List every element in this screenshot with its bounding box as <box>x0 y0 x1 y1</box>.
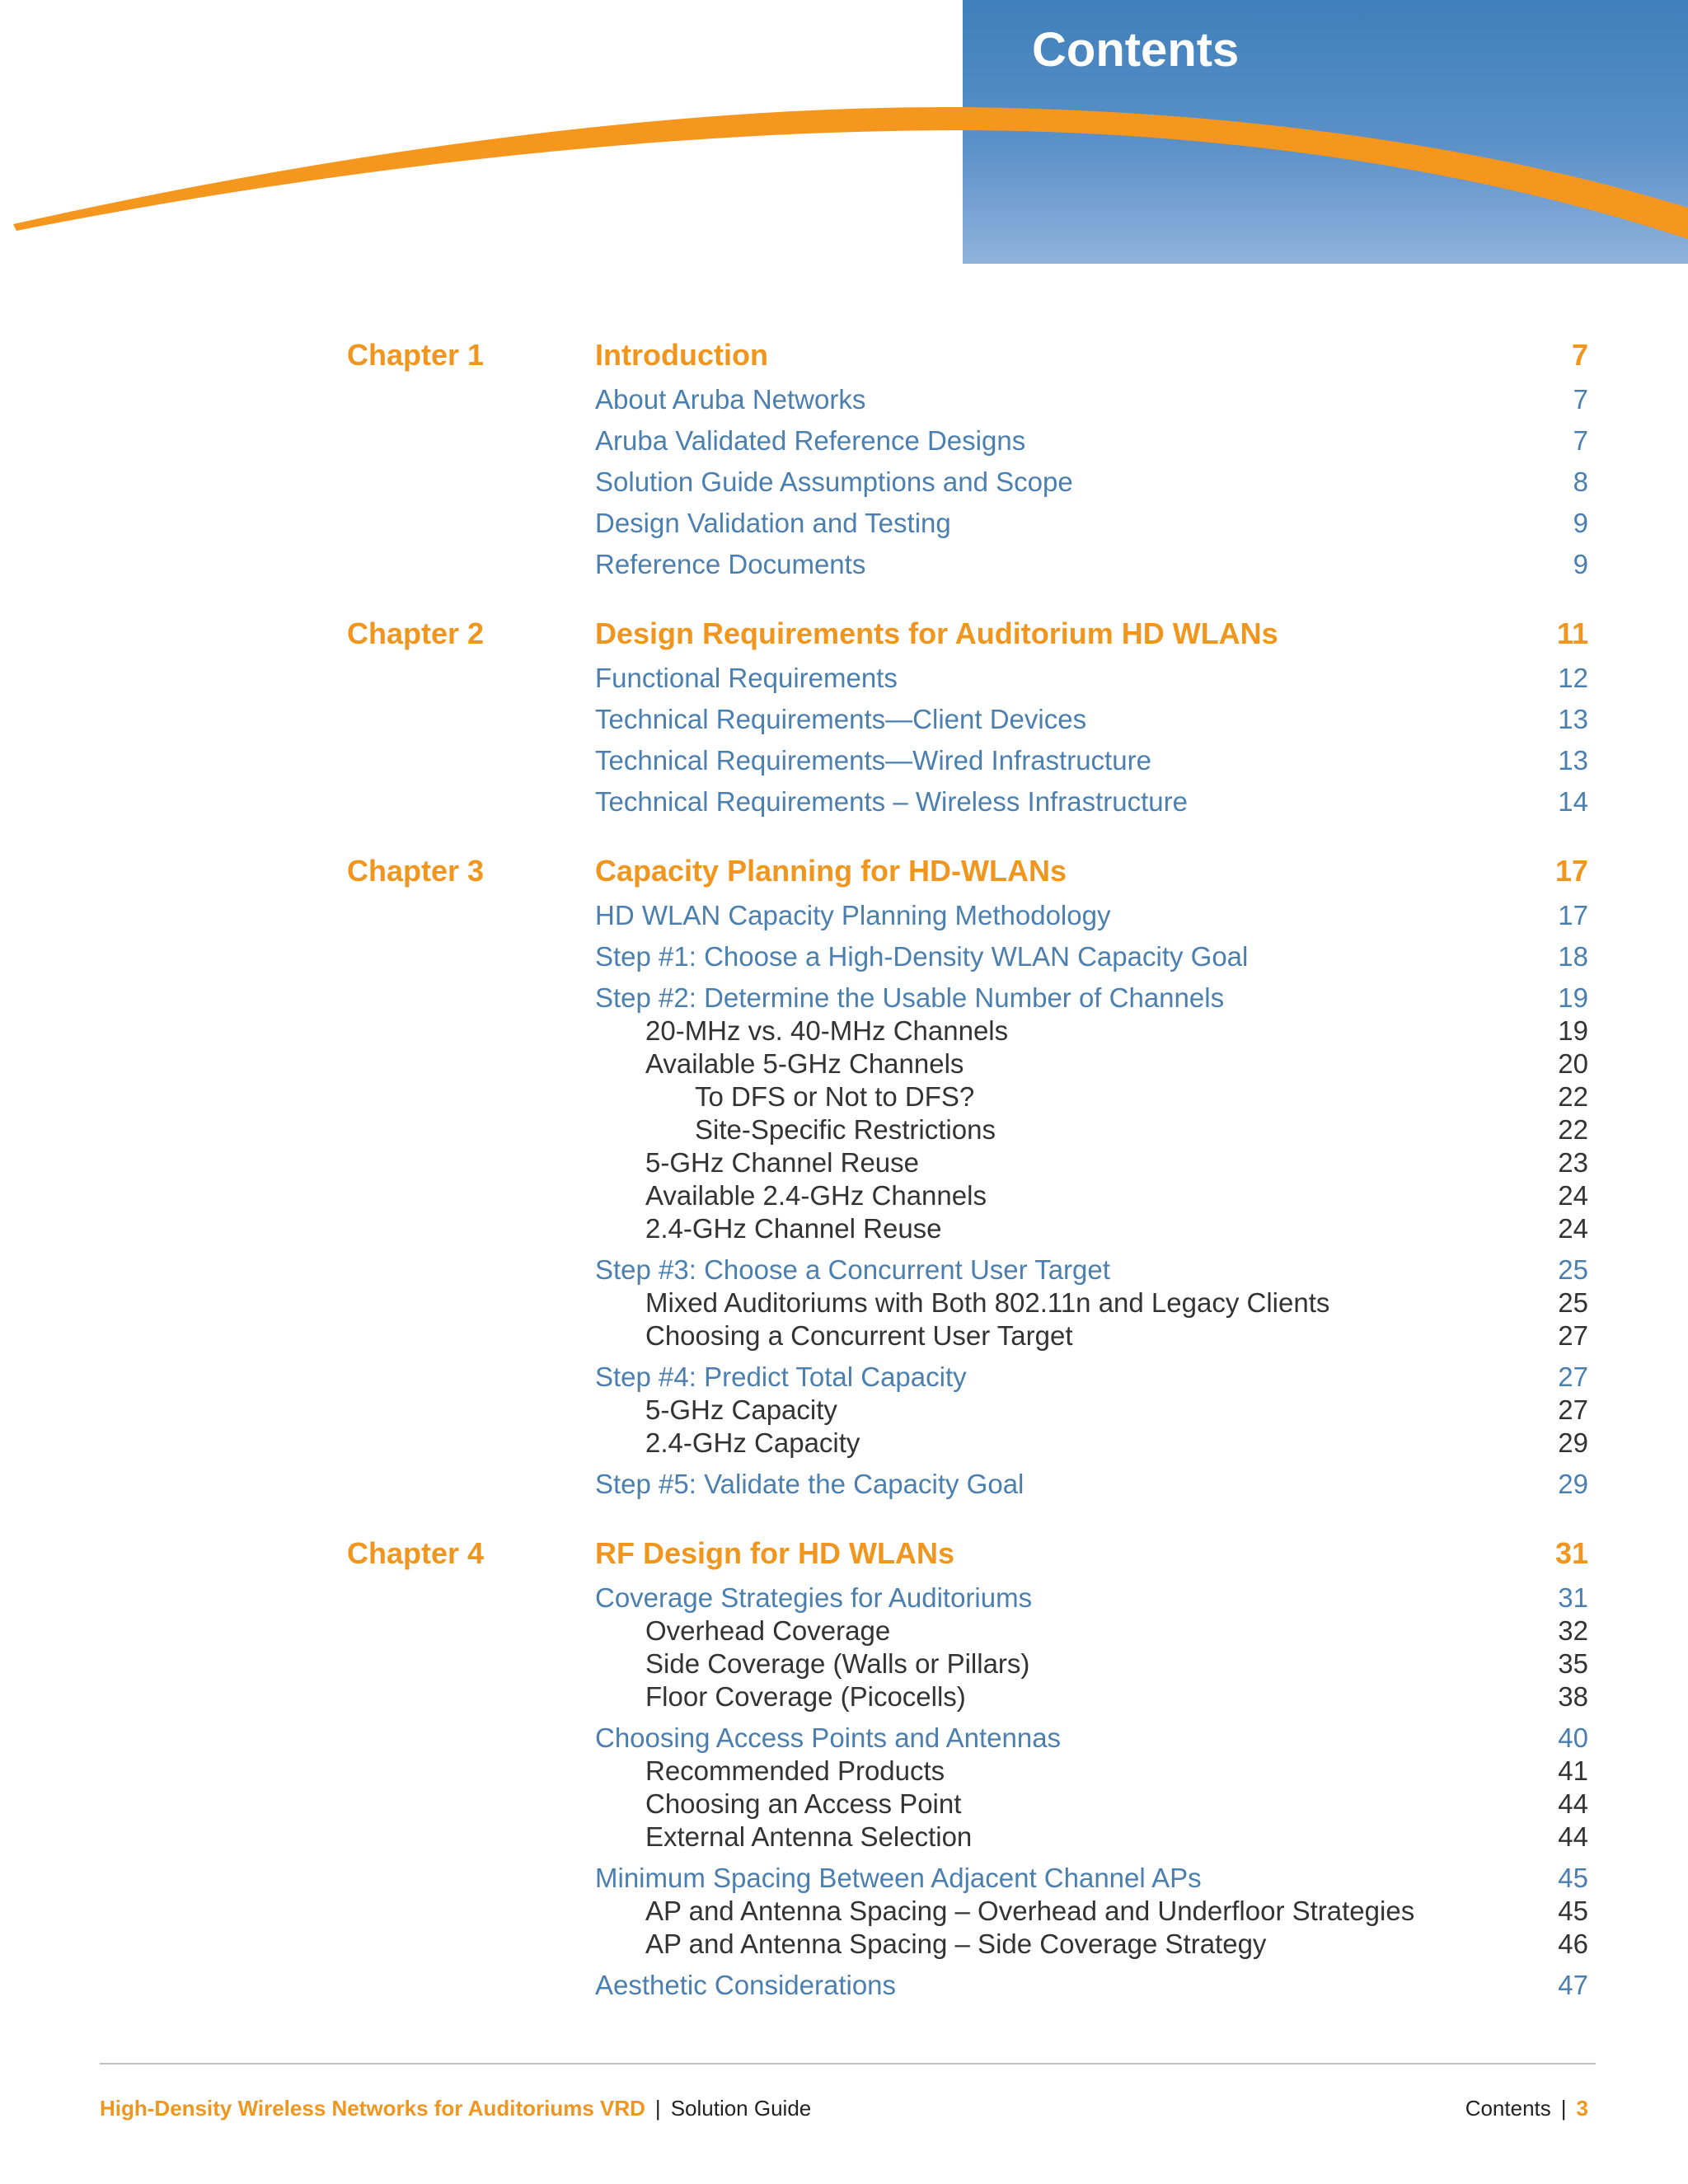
toc-entry-title: Step #1: Choose a High-Density WLAN Capacity Goal <box>595 941 1249 972</box>
toc-entry-title: AP and Antenna Spacing – Overhead and Underfloor Strategies <box>645 1896 1415 1926</box>
toc-entry-title: External Antenna Selection <box>645 1821 973 1852</box>
toc-page-number: 27 <box>1558 1320 1588 1351</box>
toc-entry-title: Overhead Coverage <box>645 1615 891 1646</box>
toc-page-number: 31 <box>1554 1536 1588 1570</box>
toc-chapter-label: Chapter 1 <box>347 338 485 372</box>
toc-entry-title: Technical Requirements—Client Devices <box>595 704 1087 734</box>
toc-page-number: 19 <box>1558 982 1588 1013</box>
toc-entry-title: AP and Antenna Spacing – Side Coverage Strategy <box>645 1929 1267 1959</box>
toc-page-number: 9 <box>1573 508 1588 538</box>
toc-entry-title: About Aruba Networks <box>595 384 866 415</box>
page-title: Contents <box>1032 23 1240 77</box>
toc-entry-title: Technical Requirements—Wired Infrastructure <box>595 745 1151 776</box>
toc-entry-title: Functional Requirements <box>595 663 898 693</box>
toc-entry-title: Floor Coverage (Picocells) <box>645 1681 966 1712</box>
footer-doc-type: Solution Guide <box>670 2096 812 2121</box>
footer-left <box>100 2096 811 2121</box>
toc-entry-title: Recommended Products <box>645 1755 945 1786</box>
toc-page-number: 18 <box>1558 941 1588 972</box>
toc-entry-title: Coverage Strategies for Auditoriums <box>595 1582 1033 1613</box>
toc-page-number: 7 <box>1573 425 1588 456</box>
toc-page-number: 27 <box>1558 1361 1588 1392</box>
toc-page-number: 24 <box>1558 1180 1588 1211</box>
toc-page-number: 17 <box>1554 854 1588 888</box>
toc-entry-title: To DFS or Not to DFS? <box>695 1081 975 1112</box>
toc-page-number: 45 <box>1558 1863 1588 1893</box>
toc-page-number: 31 <box>1558 1582 1588 1613</box>
toc-page-number: 44 <box>1558 1788 1588 1819</box>
toc-page-number: 7 <box>1573 384 1588 415</box>
toc-entry-title: Mixed Auditoriums with Both 802.11n and Legacy Clients <box>645 1287 1330 1318</box>
toc-entry-title: 2.4-GHz Capacity <box>645 1427 860 1458</box>
toc-entry-title: Introduction <box>595 338 768 372</box>
toc-page-number: 47 <box>1558 1970 1588 2000</box>
toc-page-number: 40 <box>1558 1722 1588 1753</box>
toc-page-number: 38 <box>1558 1681 1588 1712</box>
toc-page-number: 29 <box>1558 1427 1588 1458</box>
toc-entry-title: Choosing Access Points and Antennas <box>595 1722 1062 1753</box>
toc-entry-title: Side Coverage (Walls or Pillars) <box>645 1648 1030 1679</box>
toc-chapter-label: Chapter 2 <box>347 616 485 650</box>
footer-section: Contents <box>1465 2096 1551 2121</box>
toc-entry-title: Step #4: Predict Total Capacity <box>595 1361 967 1392</box>
toc-entry-title: Choosing an Access Point <box>645 1788 962 1819</box>
toc-page-number: 32 <box>1558 1615 1588 1646</box>
toc-entry-title: Solution Guide Assumptions and Scope <box>595 466 1073 497</box>
toc-entry-title: Available 2.4-GHz Channels <box>645 1180 987 1211</box>
toc-page-number: 25 <box>1558 1287 1588 1318</box>
toc-page-number: 23 <box>1558 1147 1588 1178</box>
toc-entry-title: RF Design for HD WLANs <box>595 1536 954 1570</box>
toc-page-number: 11 <box>1556 616 1588 650</box>
toc-entry-title: Technical Requirements – Wireless Infrastructure <box>595 786 1188 817</box>
toc-entry-title: 2.4-GHz Channel Reuse <box>645 1213 942 1244</box>
toc-page-number: 45 <box>1558 1896 1588 1926</box>
footer-divider <box>100 2063 1596 2064</box>
toc-page-number: 41 <box>1558 1755 1588 1786</box>
toc-entry-title: Minimum Spacing Between Adjacent Channel APs <box>595 1863 1202 1893</box>
toc-page-number: 46 <box>1558 1929 1588 1959</box>
toc-page-number: 12 <box>1558 663 1588 693</box>
toc-page-number: 29 <box>1558 1469 1588 1499</box>
toc-entry-title: Site-Specific Restrictions <box>695 1114 996 1145</box>
toc-entry-title: Aesthetic Considerations <box>595 1970 897 2000</box>
toc-page-number: 24 <box>1558 1213 1588 1244</box>
footer-separator: | <box>654 2096 661 2121</box>
toc-entry-title: HD WLAN Capacity Planning Methodology <box>595 900 1111 930</box>
footer-doc-title: High-Density Wireless Networks for Auditoriums VRD <box>100 2096 645 2121</box>
footer-right <box>1465 2096 1588 2121</box>
toc-entry-title: Step #2: Determine the Usable Number of Channels <box>595 982 1225 1013</box>
toc-entry-title: Aruba Validated Reference Designs <box>595 425 1026 456</box>
toc-page-number: 35 <box>1558 1648 1588 1679</box>
toc-entry-title: 5-GHz Channel Reuse <box>645 1147 919 1178</box>
toc-page-number: 44 <box>1558 1821 1588 1852</box>
toc-entry-title: 5-GHz Capacity <box>645 1394 837 1425</box>
toc-page-number: 7 <box>1571 338 1588 372</box>
toc-chapter-label: Chapter 4 <box>347 1536 485 1570</box>
toc-entry-title: Capacity Planning for HD-WLANs <box>595 854 1067 888</box>
toc-page-number: 19 <box>1558 1015 1588 1046</box>
toc-entry-title: Design Requirements for Auditorium HD WLANs <box>595 616 1278 650</box>
toc-page-number: 17 <box>1558 900 1588 930</box>
toc-entry-title: Step #5: Validate the Capacity Goal <box>595 1469 1025 1499</box>
toc-page-number: 13 <box>1558 704 1588 734</box>
toc-page-number: 9 <box>1573 549 1588 579</box>
toc-entry-title: 20-MHz vs. 40-MHz Channels <box>645 1015 1009 1046</box>
toc-entry-title: Available 5-GHz Channels <box>645 1048 964 1079</box>
toc-page-number: 25 <box>1558 1254 1588 1285</box>
toc-page-number: 8 <box>1573 466 1588 497</box>
toc-page-number: 13 <box>1558 745 1588 776</box>
toc-page-number: 20 <box>1558 1048 1588 1079</box>
toc-page-number: 14 <box>1558 786 1588 817</box>
footer-page-number: 3 <box>1576 2096 1588 2121</box>
toc-entry-title: Step #3: Choose a Concurrent User Target <box>595 1254 1110 1285</box>
toc-entry-title: Reference Documents <box>595 549 866 579</box>
toc-chapter-label: Chapter 3 <box>347 854 485 888</box>
toc-page-number: 27 <box>1558 1394 1588 1425</box>
toc-page-number: 22 <box>1558 1114 1588 1145</box>
footer-separator-right: | <box>1560 2096 1567 2121</box>
toc-page-number: 22 <box>1558 1081 1588 1112</box>
toc-entry-title: Choosing a Concurrent User Target <box>645 1320 1073 1351</box>
toc-entry-title: Design Validation and Testing <box>595 508 951 538</box>
